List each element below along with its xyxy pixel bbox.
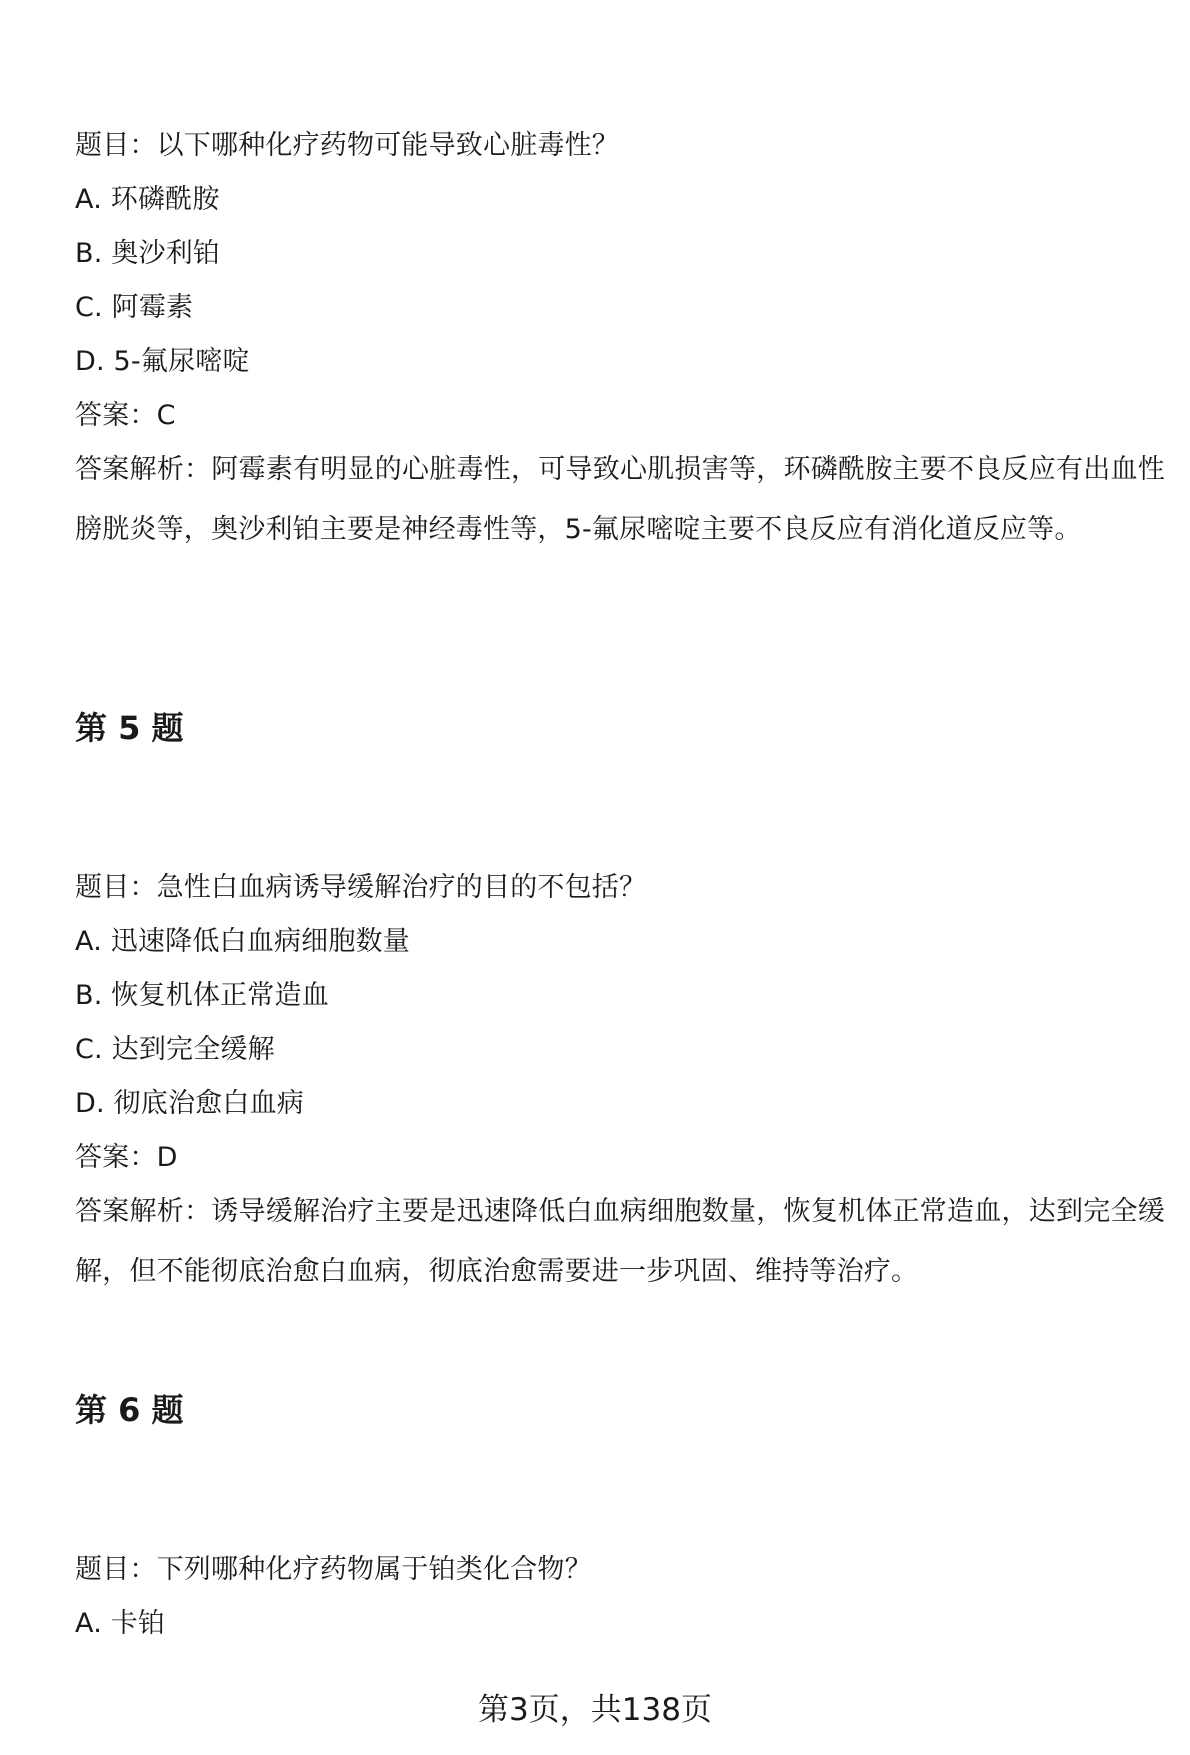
- option-b: B. 恢复机体正常造血: [75, 980, 329, 1011]
- option-a: A. 迅速降低白血病细胞数量: [75, 926, 410, 957]
- question-text: 题目：以下哪种化疗药物可能导致心脏毒性？: [75, 130, 619, 161]
- answer-explanation: 答案解析：诱导缓解治疗主要是迅速降低白血病细胞数量，恢复机体正常造血，达到完全缓解，但不能彻底治愈白血病，彻底治愈需要进一步巩固、维持等治疗。: [75, 1196, 1165, 1287]
- option-b: B. 奥沙利铂: [75, 238, 221, 269]
- answer-explanation: 答案解析：阿霉素有明显的心脏毒性，可导致心肌损害等，环磷酰胺主要不良反应有出血性膀胱炎等，奥沙利铂主要是神经毒性等，5-氟尿嘧啶主要不良反应有消化道反应等。: [75, 454, 1165, 545]
- question-heading: 第 6 题: [75, 1391, 184, 1429]
- option-c: C. 阿霉素: [75, 292, 194, 323]
- page-number-footer: 第3页，共138页: [478, 1692, 712, 1728]
- answer: 答案：C: [75, 400, 176, 431]
- question-text: 题目：急性白血病诱导缓解治疗的目的不包括？: [75, 872, 647, 903]
- option-c: C. 达到完全缓解: [75, 1034, 275, 1065]
- option-a: A. 环磷酰胺: [75, 184, 220, 215]
- option-d: D. 5-氟尿嘧啶: [75, 346, 250, 377]
- option-d: D. 彻底治愈白血病: [75, 1088, 304, 1119]
- answer: 答案：D: [75, 1142, 178, 1173]
- question-heading: 第 5 题: [75, 709, 184, 747]
- option-a: A. 卡铂: [75, 1608, 166, 1639]
- question-text: 题目：下列哪种化疗药物属于铂类化合物？: [75, 1554, 592, 1585]
